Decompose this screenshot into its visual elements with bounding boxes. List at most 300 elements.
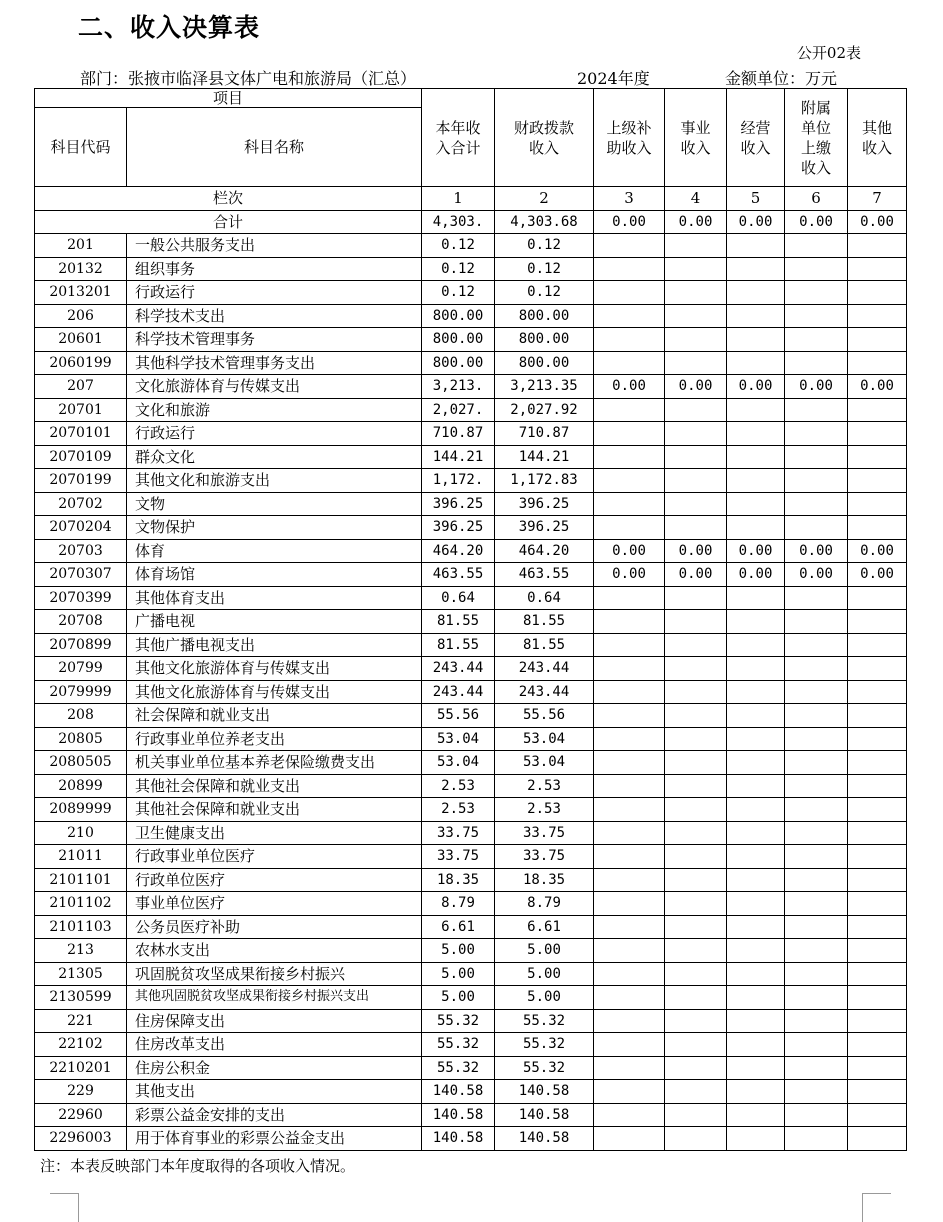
row-name: 其他体育支出	[127, 586, 422, 610]
row-value-4: 0.00	[665, 375, 727, 399]
row-value-6: 0.00	[785, 563, 848, 587]
row-name: 其他文化旅游体育与传媒支出	[127, 680, 422, 704]
row-name: 体育	[127, 539, 422, 563]
row-name: 其他支出	[127, 1080, 422, 1104]
row-value-6	[785, 1033, 848, 1057]
table-row	[35, 633, 907, 657]
header-total	[422, 89, 495, 187]
row-value-7	[848, 1056, 907, 1080]
row-value-6	[785, 516, 848, 540]
row-value-2: 243.44	[495, 657, 594, 681]
total-value-2: 4,303.68	[495, 210, 594, 234]
row-name: 群众文化	[127, 445, 422, 469]
row-value-6	[785, 586, 848, 610]
row-value-7: 0.00	[848, 563, 907, 587]
row-value-4	[665, 610, 727, 634]
row-value-2: 140.58	[495, 1080, 594, 1104]
row-value-1: 140.58	[422, 1080, 495, 1104]
row-value-1: 81.55	[422, 610, 495, 634]
header-fiscal	[495, 89, 594, 187]
row-value-4	[665, 445, 727, 469]
column-number-label: 栏次	[35, 187, 422, 211]
row-value-7	[848, 351, 907, 375]
row-value-3	[594, 704, 665, 728]
row-value-3: 0.00	[594, 539, 665, 563]
row-value-4	[665, 1080, 727, 1104]
row-value-7	[848, 1009, 907, 1033]
income-table	[34, 88, 907, 1151]
row-value-7	[848, 680, 907, 704]
row-value-1: 464.20	[422, 539, 495, 563]
row-value-4	[665, 1009, 727, 1033]
row-value-5	[727, 1080, 785, 1104]
header-other-text: 其他收入	[862, 118, 893, 157]
row-value-1: 0.12	[422, 234, 495, 258]
column-number-4: 4	[665, 187, 727, 211]
row-value-5	[727, 633, 785, 657]
header-affiliated	[785, 89, 848, 187]
row-value-1: 5.00	[422, 962, 495, 986]
row-name: 行政运行	[127, 281, 422, 305]
row-value-3	[594, 492, 665, 516]
row-value-1: 55.32	[422, 1056, 495, 1080]
header-business	[665, 89, 727, 187]
row-value-2: 396.25	[495, 492, 594, 516]
row-value-7	[848, 774, 907, 798]
column-number-7: 7	[848, 187, 907, 211]
row-code: 21305	[35, 962, 127, 986]
row-value-6	[785, 727, 848, 751]
row-code: 2070307	[35, 563, 127, 587]
row-value-5	[727, 610, 785, 634]
row-name: 其他社会保障和就业支出	[127, 774, 422, 798]
table-row	[35, 492, 907, 516]
header-total-text: 本年收入合计	[435, 118, 481, 157]
row-value-5	[727, 492, 785, 516]
row-value-4: 0.00	[665, 539, 727, 563]
row-value-6	[785, 1103, 848, 1127]
row-value-7	[848, 798, 907, 822]
row-code: 229	[35, 1080, 127, 1104]
row-value-7	[848, 704, 907, 728]
table-row	[35, 962, 907, 986]
table-row	[35, 257, 907, 281]
column-number-row	[35, 187, 907, 211]
row-code: 22102	[35, 1033, 127, 1057]
table-row	[35, 727, 907, 751]
total-value-1: 4,303.	[422, 210, 495, 234]
row-value-6	[785, 845, 848, 869]
column-number-1: 1	[422, 187, 495, 211]
row-value-6	[785, 304, 848, 328]
row-value-1: 53.04	[422, 751, 495, 775]
row-value-2: 464.20	[495, 539, 594, 563]
row-value-2: 3,213.35	[495, 375, 594, 399]
row-code: 207	[35, 375, 127, 399]
row-value-6	[785, 398, 848, 422]
row-value-4	[665, 328, 727, 352]
row-code: 2070204	[35, 516, 127, 540]
table-row	[35, 751, 907, 775]
header-fiscal-text: 财政拨款收入	[514, 118, 575, 157]
row-value-1: 243.44	[422, 657, 495, 681]
row-value-6	[785, 1056, 848, 1080]
row-value-4	[665, 821, 727, 845]
row-value-2: 81.55	[495, 610, 594, 634]
row-value-4	[665, 516, 727, 540]
row-value-3	[594, 469, 665, 493]
row-value-4	[665, 939, 727, 963]
row-value-2: 55.32	[495, 1056, 594, 1080]
row-code: 2101102	[35, 892, 127, 916]
row-value-5	[727, 257, 785, 281]
row-value-7	[848, 257, 907, 281]
table-row	[35, 939, 907, 963]
row-value-1: 800.00	[422, 304, 495, 328]
table-row	[35, 398, 907, 422]
row-value-3	[594, 1103, 665, 1127]
row-value-4	[665, 234, 727, 258]
row-value-4	[665, 422, 727, 446]
row-value-6	[785, 915, 848, 939]
row-value-7	[848, 516, 907, 540]
row-value-1: 2.53	[422, 798, 495, 822]
row-value-2: 396.25	[495, 516, 594, 540]
row-value-3	[594, 257, 665, 281]
department-label: 部门：张掖市临泽县文体广电和旅游局（汇总）	[80, 69, 417, 88]
row-name: 卫生健康支出	[127, 821, 422, 845]
table-row	[35, 539, 907, 563]
row-value-6: 0.00	[785, 539, 848, 563]
row-value-4	[665, 1103, 727, 1127]
row-code: 213	[35, 939, 127, 963]
row-name: 广播电视	[127, 610, 422, 634]
row-value-5	[727, 986, 785, 1010]
row-value-5	[727, 304, 785, 328]
row-value-2: 6.61	[495, 915, 594, 939]
table-row	[35, 586, 907, 610]
row-value-6	[785, 422, 848, 446]
row-code: 2089999	[35, 798, 127, 822]
row-name: 住房保障支出	[127, 1009, 422, 1033]
row-value-6	[785, 1127, 848, 1151]
row-value-6	[785, 962, 848, 986]
row-name: 科学技术支出	[127, 304, 422, 328]
row-value-3	[594, 398, 665, 422]
row-value-3	[594, 986, 665, 1010]
row-value-6	[785, 234, 848, 258]
row-value-7: 0.00	[848, 375, 907, 399]
row-value-2: 5.00	[495, 939, 594, 963]
row-value-1: 463.55	[422, 563, 495, 587]
row-value-4	[665, 868, 727, 892]
row-code: 2070109	[35, 445, 127, 469]
row-value-3	[594, 234, 665, 258]
row-code: 20899	[35, 774, 127, 798]
row-value-4	[665, 469, 727, 493]
row-value-2: 0.12	[495, 257, 594, 281]
row-value-3	[594, 1033, 665, 1057]
row-code: 2070101	[35, 422, 127, 446]
row-value-3	[594, 1127, 665, 1151]
row-name: 行政运行	[127, 422, 422, 446]
row-code: 201	[35, 234, 127, 258]
row-value-5	[727, 234, 785, 258]
row-value-1: 396.25	[422, 516, 495, 540]
row-value-2: 1,172.83	[495, 469, 594, 493]
row-value-6	[785, 704, 848, 728]
row-value-5	[727, 422, 785, 446]
row-value-4	[665, 1056, 727, 1080]
row-value-5	[727, 1033, 785, 1057]
table-row	[35, 281, 907, 305]
row-value-4	[665, 845, 727, 869]
row-value-6	[785, 445, 848, 469]
row-value-6	[785, 657, 848, 681]
header-superior	[594, 89, 665, 187]
page-corner-mark-left	[50, 1193, 79, 1222]
row-value-7	[848, 657, 907, 681]
row-code: 2210201	[35, 1056, 127, 1080]
total-value-3: 0.00	[594, 210, 665, 234]
row-value-2: 55.32	[495, 1009, 594, 1033]
row-value-4	[665, 281, 727, 305]
row-value-6	[785, 798, 848, 822]
row-name: 文化和旅游	[127, 398, 422, 422]
row-value-6: 0.00	[785, 375, 848, 399]
row-name: 其他社会保障和就业支出	[127, 798, 422, 822]
row-value-1: 33.75	[422, 821, 495, 845]
header-name: 科目名称	[127, 108, 422, 187]
row-value-1: 800.00	[422, 351, 495, 375]
row-name: 其他文化和旅游支出	[127, 469, 422, 493]
table-row	[35, 774, 907, 798]
row-value-3	[594, 727, 665, 751]
row-code: 2070899	[35, 633, 127, 657]
row-value-2: 81.55	[495, 633, 594, 657]
row-value-4	[665, 492, 727, 516]
row-value-5: 0.00	[727, 539, 785, 563]
row-value-1: 53.04	[422, 727, 495, 751]
row-name: 行政单位医疗	[127, 868, 422, 892]
row-name: 文化旅游体育与传媒支出	[127, 375, 422, 399]
row-name: 其他广播电视支出	[127, 633, 422, 657]
row-name: 机关事业单位基本养老保险缴费支出	[127, 751, 422, 775]
row-value-1: 81.55	[422, 633, 495, 657]
row-code: 22960	[35, 1103, 127, 1127]
row-value-4	[665, 1127, 727, 1151]
row-value-1: 5.00	[422, 986, 495, 1010]
row-name: 行政事业单位医疗	[127, 845, 422, 869]
row-value-1: 1,172.	[422, 469, 495, 493]
row-value-4	[665, 727, 727, 751]
row-value-1: 0.12	[422, 257, 495, 281]
row-value-1: 2.53	[422, 774, 495, 798]
column-number-5: 5	[727, 187, 785, 211]
row-value-1: 6.61	[422, 915, 495, 939]
row-value-5	[727, 892, 785, 916]
row-value-6	[785, 892, 848, 916]
table-row	[35, 1009, 907, 1033]
row-value-6	[785, 492, 848, 516]
row-code: 208	[35, 704, 127, 728]
row-name: 公务员医疗补助	[127, 915, 422, 939]
table-row	[35, 469, 907, 493]
row-value-3	[594, 304, 665, 328]
row-code: 2101103	[35, 915, 127, 939]
row-value-7	[848, 586, 907, 610]
row-value-4	[665, 1033, 727, 1057]
row-code: 221	[35, 1009, 127, 1033]
row-value-1: 800.00	[422, 328, 495, 352]
row-value-1: 18.35	[422, 868, 495, 892]
row-value-3	[594, 892, 665, 916]
row-value-3	[594, 868, 665, 892]
row-name: 体育场馆	[127, 563, 422, 587]
row-name: 其他巩固脱贫攻坚成果衔接乡村振兴支出	[127, 986, 422, 1010]
row-value-5	[727, 1103, 785, 1127]
row-code: 20701	[35, 398, 127, 422]
row-value-3	[594, 962, 665, 986]
table-row	[35, 1103, 907, 1127]
row-value-2: 710.87	[495, 422, 594, 446]
table-row	[35, 304, 907, 328]
row-code: 20805	[35, 727, 127, 751]
row-value-2: 144.21	[495, 445, 594, 469]
row-value-7	[848, 1103, 907, 1127]
row-value-1: 3,213.	[422, 375, 495, 399]
row-value-4	[665, 751, 727, 775]
row-value-1: 5.00	[422, 939, 495, 963]
row-value-3	[594, 774, 665, 798]
row-value-5	[727, 1009, 785, 1033]
row-value-7	[848, 939, 907, 963]
row-code: 21011	[35, 845, 127, 869]
total-value-5: 0.00	[727, 210, 785, 234]
row-value-3	[594, 610, 665, 634]
table-row	[35, 892, 907, 916]
row-value-1: 55.32	[422, 1033, 495, 1057]
header-code: 科目代码	[35, 108, 127, 187]
row-value-4	[665, 586, 727, 610]
row-value-7	[848, 610, 907, 634]
row-value-4	[665, 351, 727, 375]
row-value-4	[665, 892, 727, 916]
table-row	[35, 1056, 907, 1080]
row-value-1: 710.87	[422, 422, 495, 446]
row-value-3	[594, 1056, 665, 1080]
row-value-5	[727, 680, 785, 704]
row-value-7	[848, 962, 907, 986]
column-number-3: 3	[594, 187, 665, 211]
row-code: 2130599	[35, 986, 127, 1010]
row-value-2: 18.35	[495, 868, 594, 892]
table-row	[35, 234, 907, 258]
row-value-6	[785, 774, 848, 798]
row-value-1: 243.44	[422, 680, 495, 704]
row-value-1: 0.12	[422, 281, 495, 305]
row-code: 2079999	[35, 680, 127, 704]
row-value-5	[727, 868, 785, 892]
row-name: 科学技术管理事务	[127, 328, 422, 352]
row-value-3	[594, 821, 665, 845]
row-value-2: 5.00	[495, 962, 594, 986]
row-value-7	[848, 304, 907, 328]
row-value-3	[594, 939, 665, 963]
header-operating-text: 经营收入	[740, 118, 771, 157]
row-code: 20702	[35, 492, 127, 516]
row-value-5	[727, 398, 785, 422]
row-name: 行政事业单位养老支出	[127, 727, 422, 751]
row-value-3	[594, 798, 665, 822]
row-name: 文物	[127, 492, 422, 516]
header-item: 项目	[35, 89, 422, 108]
meta-line	[80, 66, 870, 88]
row-name: 住房改革支出	[127, 1033, 422, 1057]
row-value-5: 0.00	[727, 563, 785, 587]
row-code: 2060199	[35, 351, 127, 375]
row-value-2: 0.12	[495, 281, 594, 305]
row-value-7	[848, 868, 907, 892]
unit-label: 金额单位：万元	[725, 69, 838, 88]
row-value-3	[594, 586, 665, 610]
row-value-1: 140.58	[422, 1103, 495, 1127]
row-value-2: 243.44	[495, 680, 594, 704]
row-value-6	[785, 821, 848, 845]
header-superior-text: 上级补助收入	[606, 118, 652, 157]
row-value-7	[848, 845, 907, 869]
table-row	[35, 610, 907, 634]
row-value-1: 140.58	[422, 1127, 495, 1151]
table-body	[35, 89, 907, 1151]
table-row	[35, 351, 907, 375]
row-value-3	[594, 445, 665, 469]
row-value-3: 0.00	[594, 563, 665, 587]
table-row	[35, 704, 907, 728]
row-value-2: 53.04	[495, 727, 594, 751]
row-name: 文物保护	[127, 516, 422, 540]
row-value-7	[848, 751, 907, 775]
row-value-7	[848, 1080, 907, 1104]
table-row	[35, 915, 907, 939]
row-value-2: 2.53	[495, 774, 594, 798]
row-value-2: 140.58	[495, 1127, 594, 1151]
table-row	[35, 375, 907, 399]
row-code: 20132	[35, 257, 127, 281]
row-value-4	[665, 657, 727, 681]
row-value-1: 55.56	[422, 704, 495, 728]
total-value-6: 0.00	[785, 210, 848, 234]
row-name: 住房公积金	[127, 1056, 422, 1080]
table-row	[35, 798, 907, 822]
row-value-5	[727, 798, 785, 822]
row-value-6	[785, 351, 848, 375]
row-code: 2070399	[35, 586, 127, 610]
row-name: 一般公共服务支出	[127, 234, 422, 258]
row-code: 20703	[35, 539, 127, 563]
table-row	[35, 328, 907, 352]
table-row	[35, 563, 907, 587]
row-value-5	[727, 586, 785, 610]
row-value-2: 55.56	[495, 704, 594, 728]
table-row	[35, 422, 907, 446]
row-value-4	[665, 398, 727, 422]
row-value-6	[785, 986, 848, 1010]
row-value-5	[727, 915, 785, 939]
row-value-2: 800.00	[495, 304, 594, 328]
row-value-7	[848, 1033, 907, 1057]
row-value-7	[848, 328, 907, 352]
